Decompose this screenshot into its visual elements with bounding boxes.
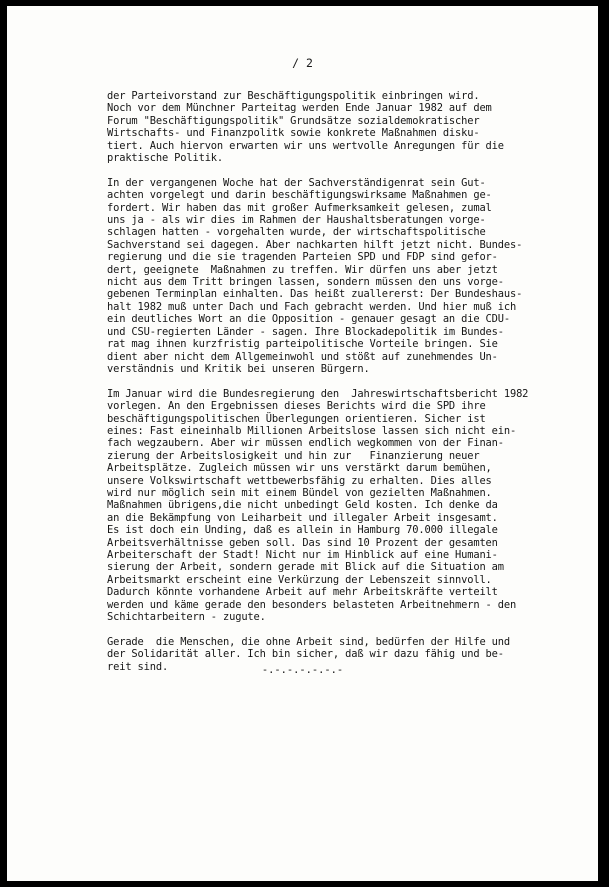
text-line: Noch vor dem Münchner Parteitag werden Ende Januar 1982 auf dem [107, 102, 492, 115]
text-line: Arbeitsmarkt erscheint eine Verkürzung der Lebenszeit sinnvoll. [107, 573, 492, 586]
text-line: sierung der Arbeit, sondern gerade mit Blick auf die Situation am [107, 561, 504, 574]
text-line: werden und käme gerade den besonders belasteten Arbeitnehmern - den [107, 598, 517, 611]
text-line: tiert. Auch hiervon erwarten wir uns wertvolle Anregungen für die [107, 139, 504, 152]
text-line: an die Bekämpfung von Leiharbeit und illegaler Arbeit insgesamt. [107, 511, 498, 524]
text-line: ein deutliches Wort an die Opposition - genauer gesagt an die CDU- [107, 313, 510, 326]
scan-border [603, 0, 609, 887]
text-line: Es ist doch ein Unding, daß es allein in Hamburg 70.000 illegale [107, 524, 498, 537]
text-line: Schichtarbeitern - zugute. [107, 611, 266, 624]
end-mark: -.-.-.-.-.-.- [261, 664, 344, 676]
text-line: der Solidarität aller. Ich bin sicher, daß wir dazu fähig und be- [107, 648, 504, 661]
text-line: Arbeiterschaft der Stadt! Nicht nur im Hinblick auf eine Humani- [107, 549, 498, 561]
text-line: Arbeitsverhältnisse geben soll. Das sind 10 Prozent der gesamten [107, 536, 498, 549]
text-line: vorlegen. An den Ergebnissen dieses Berichts wird die SPD ihre [107, 400, 486, 413]
text-line: eines: Fast eineinhalb Millionen Arbeitslose lassen sich nicht ein- [107, 424, 517, 437]
page-number: / 2 [292, 56, 313, 70]
text-line: unsere Volkswirtschaft wettbewerbsfähig zu erhalten. Dies alles [107, 474, 492, 487]
text-line: nicht aus dem Tritt bringen lassen, sondern müssen den uns vorge- [107, 276, 504, 289]
text-line: gebenen Terminplan einhalten. Das heißt zuallererst: Der Bundeshaus- [107, 288, 523, 301]
paragraph [107, 388, 597, 624]
text-line: schlagen hatten - vorgehalten wurde, der wirtschaftspolitische [107, 226, 486, 239]
text-line: beschäftigungspolitischen Überlegungen orientieren. Sicher ist [107, 412, 486, 425]
paragraph [107, 90, 597, 164]
text-line: der Parteivorstand zur Beschäftigungspolitik einbringen wird. [107, 90, 480, 102]
text-line: reit sind. [107, 660, 169, 673]
text-line: Sachverstand sei dagegen. Aber nachkarten hilft jetzt nicht. Bundes- [107, 238, 523, 251]
text-line: praktische Politik. [107, 152, 224, 165]
text-line: Im Januar wird die Bundesregierung den Jahreswirtschaftsbericht 1982 [107, 387, 529, 400]
text-line: rat mag ihnen kurzfristig parteipolitische Vorteile bringen. Sie [107, 338, 498, 351]
text-line: verständnis und Kritik bei unseren Bürgern. [107, 362, 370, 375]
text-line: dient aber nicht dem Allgemeinwohl und stößt auf zunehmendes Un- [107, 350, 498, 363]
text-line: Wirtschafts- und Finanzpolitk sowie konkrete Maßnahmen disku- [107, 127, 480, 140]
text-line: Forum "Beschäftigungspolitik" Grundsätze sozialdemokratischer [107, 114, 480, 127]
document-page [7, 6, 598, 881]
text-line: wird nur möglich sein mit einem Bündel von gezielten Maßnahmen. [107, 486, 492, 499]
text-line: fach wegzaubern. Aber wir müssen endlich wegkommen von der Finan- [107, 437, 504, 450]
text-line: dert, geeignete Maßnahmen zu treffen. Wir dürfen uns aber jetzt [107, 263, 498, 276]
text-line: Maßnahmen übrigens,die nicht unbedingt Geld kosten. Ich denke da [107, 499, 498, 512]
text-line: fordert. Wir haben das mit großer Aufmerksamkeit gelesen, zumal [107, 201, 492, 214]
text-line: uns ja - als wir dies im Rahmen der Haushaltsberatungen vorge- [107, 214, 486, 227]
text-line: In der vergangenen Woche hat der Sachverständigenrat sein Gut- [107, 176, 486, 189]
text-line: halt 1982 muß unter Dach und Fach gebracht werden. Und hier muß ich [107, 300, 517, 313]
text-line: zierung der Arbeitslosigkeit und hin zur Finanzierung neuer [107, 449, 480, 462]
paragraph [107, 177, 597, 376]
text-line: Dadurch könnte vorhandene Arbeit auf mehr Arbeitskräfte verteilt [107, 586, 498, 599]
text-line: und CSU-regierten Länder - sagen. Ihre Blockadepolitik im Bundes- [107, 325, 504, 338]
text-line: Arbeitsplätze. Zugleich müssen wir uns verstärkt darum bemühen, [107, 462, 492, 475]
text-line: regierung und die sie tragenden Parteien SPD und FDP sind gefor- [107, 251, 498, 264]
body-text [107, 90, 597, 685]
text-line: Gerade die Menschen, die ohne Arbeit sind, bedürfen der Hilfe und [107, 635, 510, 648]
text-line: achten vorgelegt und darin beschäftigungswirksame Maßnahmen ge- [107, 189, 492, 202]
